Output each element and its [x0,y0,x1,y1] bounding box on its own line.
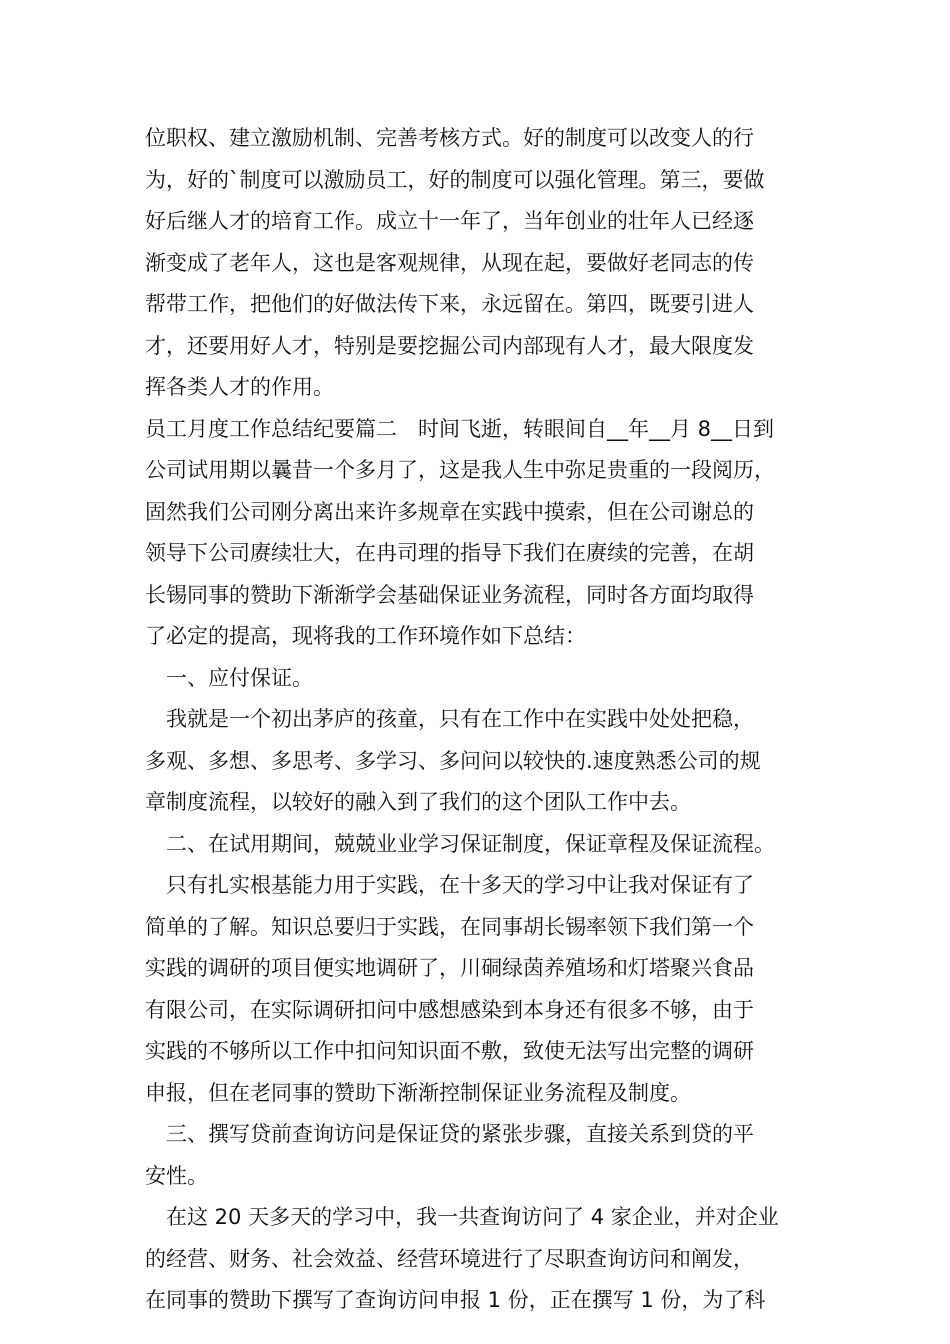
text-line: 渐变成了老年人，这也是客观规律，从现在起，要做好老同志的传 [145,250,754,275]
list-heading-line: 三、撰写贷前查询访问是保证贷的紧张步骤，直接关系到贷的平 [145,1122,754,1146]
list-heading-line: 一、应付保证。 [145,665,313,690]
text-line: 只有扎实根基能力用于实践，在十多天的学习中让我对保证有了 [145,873,754,897]
text-line: 的经营、财务、社会效益、经营环境进行了尽职查询访问和阐发， [145,1246,754,1271]
text-line: 挥各类人才的作用。 [145,375,334,399]
text-line: 在同事的赞助下撰写了查询访问申报 1 份，正在撰写 1 份，为了科 [145,1288,766,1312]
text-line: 申报，但在老同事的赞助下渐渐控制保证业务流程及制度。 [145,1080,691,1105]
text-line: 固然我们公司刚分离出来许多规章在实践中摸索，但在公司谢总的 [145,499,754,524]
text-line: 领导下公司赓续壮大，在冉司理的指导下我们在赓续的完善，在胡 [145,541,754,565]
text-line: 多观、多想、多思考、多学习、多问问以较快的.速度熟悉公司的规 [145,748,761,773]
text-line: 位职权、建立激励机制、完善考核方式。好的制度可以改变人的行 [145,126,754,150]
text-line: 了必定的提高，现将我的工作环境作如下总结： [145,624,586,648]
text-line: 公司试用期以曩昔一个多月了，这是我人生中弥足贵重的一段阅历， [145,458,775,482]
text-line: 好后继人才的培育工作。成立十一年了，当年创业的壮年人已经逐 [145,209,754,233]
text-line: 实践的调研的项目便实地调研了，川硐绿茵养殖场和灯塔聚兴食品 [145,956,754,980]
text-line: 章制度流程，以较好的融入到了我们的这个团队工作中去。 [145,790,691,814]
document-body [145,118,815,1322]
text-line: 长锡同事的赞助下渐渐学会基础保证业务流程，同时各方面均取得 [145,582,754,607]
list-heading-line: 二、在试用期间，兢兢业业学习保证制度，保证章程及保证流程。 [145,831,775,856]
text-line: 简单的了解。知识总要归于实践，在同事胡长锡率领下我们第一个 [145,914,754,939]
text-line: 我就是一个初出茅庐的孩童，只有在工作中在实践中处处把稳， [145,707,754,731]
text-line: 帮带工作，把他们的好做法传下来，永远留在。第四，既要引进人 [145,292,754,316]
text-line: 为，好的`制度可以激励员工，好的制度可以强化管理。第三，要做 [145,167,765,192]
text-line: 有限公司，在实际调研扣问中感想感染到本身还有很多不够，由于 [145,997,754,1022]
text-line: 才，还要用好人才，特别是要挖掘公司内部现有人才，最大限度发 [145,333,754,358]
text-line: 实践的不够所以工作中扣问知识面不敷，致使无法写出完整的调研 [145,1039,754,1063]
text-line: 在这 20 天多天的学习中，我一共查询访问了 4 家企业，并对企业 [145,1205,779,1229]
section-heading-line: 员工月度工作总结纪要篇二 时间飞逝，转眼间自__年__月 8__日到 [145,416,775,441]
text-line: 安性。 [145,1163,208,1188]
